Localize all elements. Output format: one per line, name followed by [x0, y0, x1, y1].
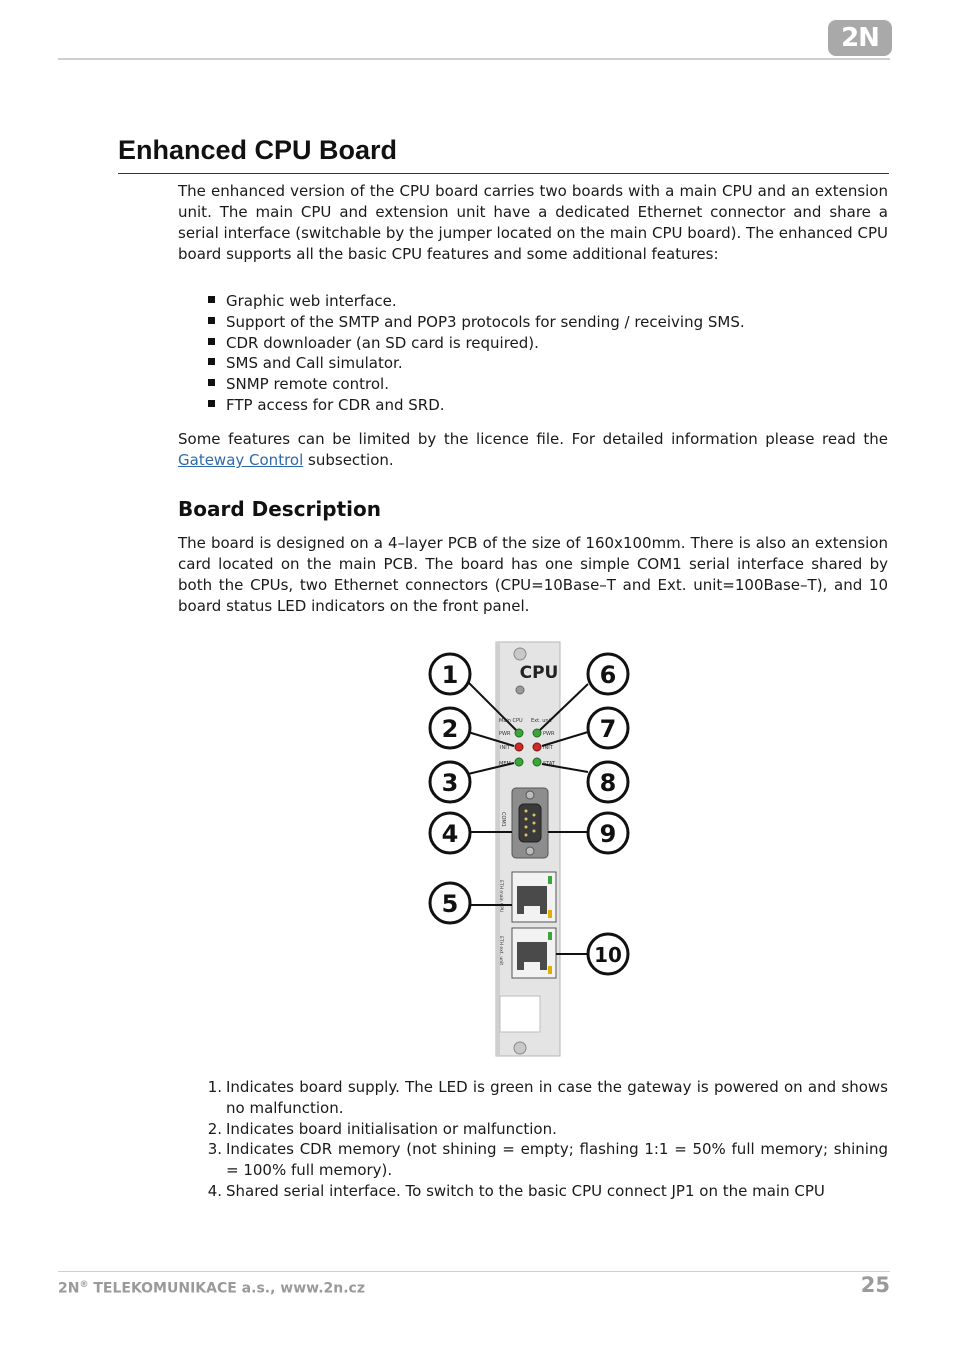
callout-number: 2	[441, 715, 459, 743]
section-heading: Board Description	[178, 497, 381, 521]
footer-rule	[58, 1271, 890, 1272]
bullet-square-icon	[208, 379, 215, 386]
led-init-ext	[533, 743, 541, 751]
callout-number: 8	[599, 769, 617, 797]
title-underline	[118, 173, 889, 174]
list-item: SNMP remote control.	[206, 374, 745, 395]
screw-icon	[514, 1042, 526, 1054]
eth-led-green	[548, 932, 552, 940]
panel-bottom-slot	[500, 996, 540, 1032]
eth-main-label: ETH main CPU	[498, 880, 503, 913]
eth-led-green	[548, 876, 552, 884]
eth-led-yellow	[548, 910, 552, 918]
page-number: 25	[860, 1273, 890, 1297]
callout-number: 4	[441, 820, 459, 848]
led-label: PWR	[543, 731, 555, 737]
led-stat-ext	[533, 758, 541, 766]
callout-number: 9	[599, 820, 617, 848]
callout-number: 5	[441, 890, 459, 918]
led-pwr-ext	[533, 729, 541, 737]
list-item: Support of the SMTP and POP3 protocols for sending / receiving SMS.	[206, 312, 745, 333]
bullet-square-icon	[208, 296, 215, 303]
list-item: 2. Indicates board initialisation or malfunction.	[207, 1119, 557, 1138]
list-item: CDR downloader (an SD card is required).	[206, 333, 745, 354]
page-title: Enhanced CPU Board	[118, 135, 398, 165]
pin	[525, 818, 528, 821]
list-item: 3. Indicates CDR memory (not shining = empty; flashing 1:1 = 50% full memory; shining = 100% full memory).	[207, 1140, 888, 1180]
footer-company: 2N® TELEKOMUNIKACE a.s., www.2n.cz	[58, 1280, 365, 1297]
led-mem-main	[515, 758, 523, 766]
led-label: PWR	[499, 731, 511, 737]
bullet-square-icon	[208, 338, 215, 345]
panel-edge	[496, 642, 500, 1056]
list-item: Graphic web interface.	[206, 291, 745, 312]
list-item: SMS and Call simulator.	[206, 353, 745, 374]
licence-paragraph: Some features can be limited by the licence file. For detailed information please read the Gateway Control subsection.	[178, 430, 888, 469]
pin	[533, 814, 536, 817]
jack-slot	[524, 962, 540, 970]
led-pwr-main	[515, 729, 523, 737]
intro-paragraph: The enhanced version of the CPU board carries two boards with a main CPU and an extension unit. The main CPU and extension unit have a dedicated Ethernet connector and share a serial interface (switchable by the jumper located on the main CPU board). The enhanced CPU board supports all the basic CPU features and some additional features:	[178, 182, 888, 263]
screw-icon	[514, 648, 526, 660]
eth-led-yellow	[548, 966, 552, 974]
callout-number: 7	[599, 715, 617, 743]
callout-number: 1	[441, 661, 459, 689]
led-init-main	[515, 743, 523, 751]
bullet-square-icon	[208, 400, 215, 407]
led-label: STAT	[543, 761, 555, 767]
feature-list	[206, 291, 745, 416]
list-item: FTP access for CDR and SRD.	[206, 395, 745, 416]
pin	[533, 822, 536, 825]
led-label: MEM	[499, 761, 511, 767]
header-rule	[58, 58, 890, 60]
led-label: INIT	[500, 745, 510, 751]
panel-label: CPU	[519, 663, 559, 683]
callout-number: 10	[594, 943, 622, 967]
ext-unit-header: Ext. unit	[531, 718, 552, 724]
gateway-control-link[interactable]: Gateway Control	[178, 451, 304, 469]
pin	[533, 830, 536, 833]
pin	[525, 810, 528, 813]
pin	[525, 826, 528, 829]
bullet-square-icon	[208, 317, 215, 324]
brand-logo: 2N	[828, 20, 892, 56]
led-description-list	[196, 1077, 888, 1202]
board-description-paragraph: The board is designed on a 4–layer PCB of the size of 160x100mm. There is also an extension card located on the main PCB. The board has one simple COM1 serial interface shared by both the CPUs, two Ethernet connectors (CPU=10Base–T and Ext. unit=100Base–T), and 10 board status LED indicators on the front panel.	[178, 534, 888, 615]
screw-icon	[516, 686, 524, 694]
com-label: COM1	[500, 812, 506, 827]
led-label: INIT	[543, 745, 553, 751]
screw-icon	[526, 791, 534, 799]
serial-port-icon	[519, 804, 541, 842]
cpu-board-figure	[420, 640, 640, 1060]
list-item: 4. Shared serial interface. To switch to the basic CPU connect JP1 on the main CPU	[207, 1181, 825, 1200]
callout-number: 6	[599, 661, 617, 689]
bullet-square-icon	[208, 358, 215, 365]
screw-icon	[526, 847, 534, 855]
eth-ext-label: ETH ext. unit	[498, 936, 503, 966]
jack-slot	[524, 906, 540, 914]
list-item: 1. Indicates board supply. The LED is green in case the gateway is powered on and shows no malfunction.	[207, 1078, 888, 1117]
main-cpu-header: Main CPU	[499, 718, 523, 724]
callout-number: 3	[441, 769, 459, 797]
pin	[525, 834, 528, 837]
